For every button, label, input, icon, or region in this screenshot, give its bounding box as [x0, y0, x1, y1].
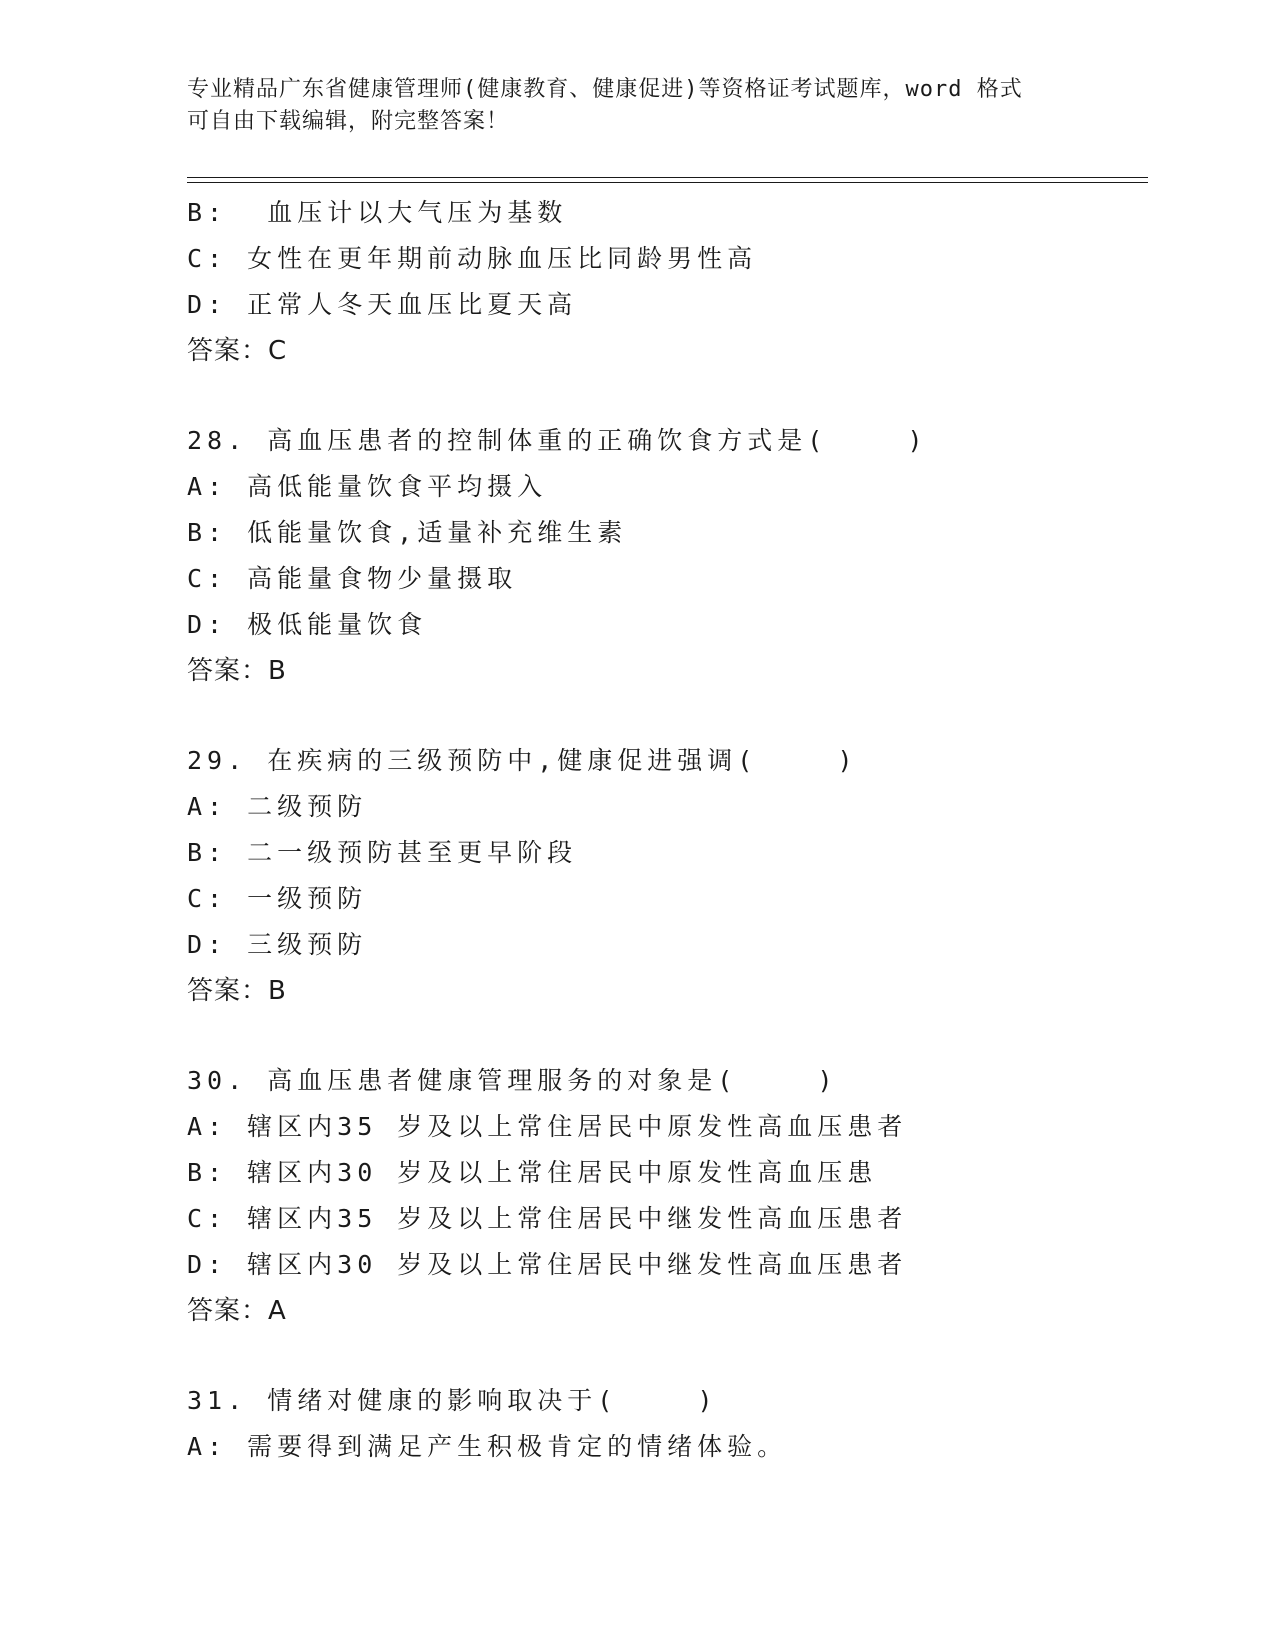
question-30 [187, 1058, 1147, 1334]
option-b: B: 血压计以大气压为基数 [187, 198, 568, 227]
option-a: A: 高低能量饮食平均摄入 [187, 472, 548, 501]
option-d: D: 正常人冬天血压比夏天高 [187, 290, 578, 319]
question-31 [187, 1378, 1147, 1470]
question-list [187, 190, 1147, 1470]
option-d: D: 辖区内30 岁及以上常住居民中继发性高血压患者 [187, 1250, 908, 1279]
option-c: C: 一级预防 [187, 884, 368, 913]
option-d: D: 极低能量饮食 [187, 610, 428, 639]
header-line-1: 专业精品广东省健康管理师(健康教育、健康促进)等资格证考试题库，word 格式 [187, 77, 1023, 102]
header-line-2: 可自由下载编辑，附完整答案！ [187, 109, 510, 134]
option-c: C: 辖区内35 岁及以上常住居民中继发性高血压患者 [187, 1204, 908, 1233]
question-text: 31. 情绪对健康的影响取决于( ) [187, 1386, 718, 1415]
option-b: B: 辖区内30 岁及以上常住居民中原发性高血压患 [187, 1158, 878, 1187]
option-d: D: 三级预防 [187, 930, 368, 959]
question-28 [187, 418, 1147, 694]
answer: 答案：B [187, 976, 287, 1006]
option-a: A: 辖区内35 岁及以上常住居民中原发性高血压患者 [187, 1112, 908, 1141]
option-a: A: 需要得到满足产生积极肯定的情绪体验。 [187, 1432, 788, 1461]
question-text: 29. 在疾病的三级预防中,健康促进强调( ) [187, 746, 858, 775]
question-29 [187, 738, 1147, 1014]
document-header [187, 74, 1087, 138]
answer: 答案：B [187, 656, 287, 686]
header-rule-bottom [187, 182, 1148, 183]
question-text: 30. 高血压患者健康管理服务的对象是( ) [187, 1066, 838, 1095]
option-c: C: 高能量食物少量摄取 [187, 564, 518, 593]
question-27 [187, 190, 1147, 374]
option-b: B: 二一级预防甚至更早阶段 [187, 838, 578, 867]
question-text: 28. 高血压患者的控制体重的正确饮食方式是( ) [187, 426, 928, 455]
option-a: A: 二级预防 [187, 792, 368, 821]
answer: 答案：C [187, 336, 288, 366]
answer: 答案：A [187, 1296, 287, 1326]
option-c: C: 女性在更年期前动脉血压比同龄男性高 [187, 244, 758, 273]
header-rule-top [187, 177, 1148, 178]
option-b: B: 低能量饮食,适量补充维生素 [187, 518, 628, 547]
